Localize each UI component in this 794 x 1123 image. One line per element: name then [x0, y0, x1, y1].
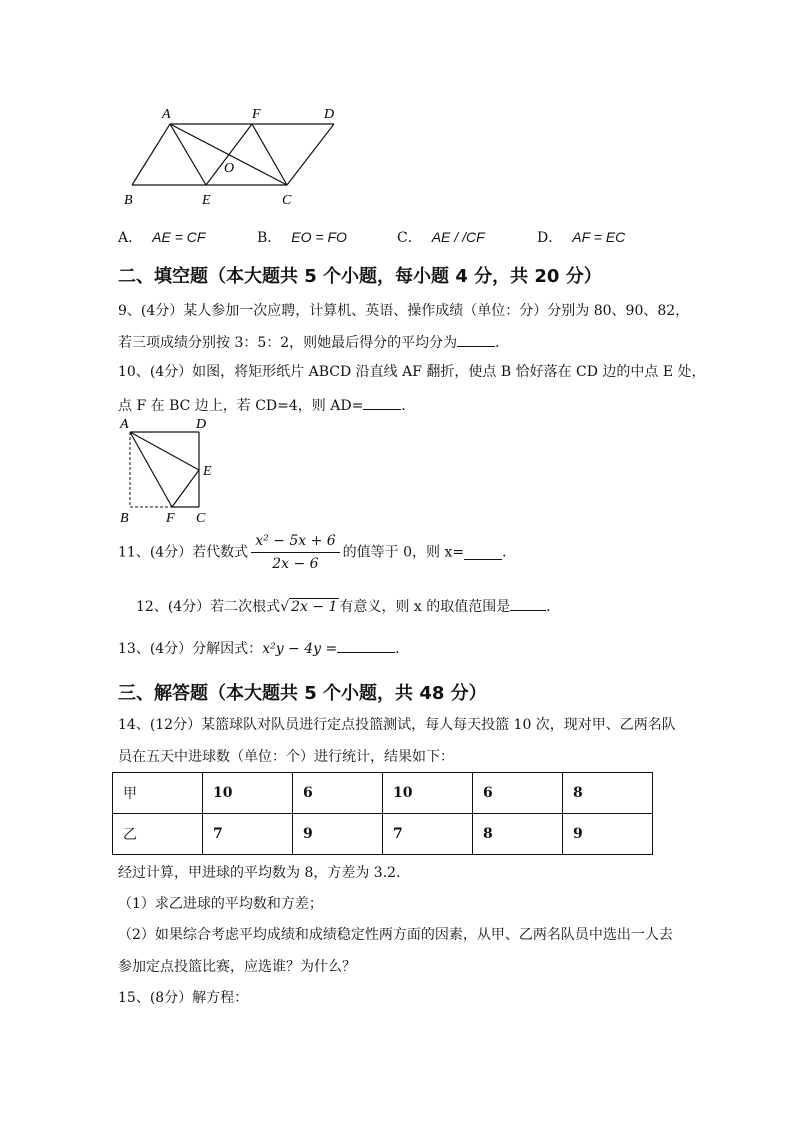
table-cell: 9 [293, 814, 383, 855]
table-cell: 10 [383, 773, 473, 814]
table-row [113, 814, 653, 855]
table-cell: 7 [383, 814, 473, 855]
q14-sub2-line1: （2）如果综合考虑平均成绩和成绩稳定性两方面的因素，从甲、乙两名队员中选出一人去 [118, 927, 673, 943]
label-C: C [282, 193, 292, 208]
table-cell: 8 [473, 814, 563, 855]
q11: 11、(4分）若代数式 $\frac{\text{x² − 5x + 6}}{2x - 6}$ 的值等于 0，则 x= ． [118, 533, 517, 572]
q14-after-table: 经过计算，甲进球的平均数为 8，方差为 3.2. [118, 865, 401, 881]
option-c: C． AE / /CF [397, 229, 485, 246]
option-d: D． AF = EC [537, 229, 626, 246]
rectangle-fold-figure [112, 414, 222, 526]
table-cell: 8 [563, 773, 653, 814]
fraction: $\frac{\text{x² − 5x + 6}}{2x - 6}$ [251, 532, 339, 573]
q9-line1: 9、(4分）某人参加一次应聘，计算机、英语、操作成绩（单位：分）分别为 80、90、82， [118, 303, 690, 319]
option-b: B． EO = FO [257, 229, 347, 246]
label-B: B [120, 511, 129, 526]
label-F: F [252, 107, 261, 122]
answer-blank[interactable] [464, 545, 502, 560]
section-3-title: 三、解答题（本大题共 5 个小题，共 48 分） [118, 683, 487, 704]
label-A: A [120, 417, 129, 432]
label-D: D [196, 417, 207, 432]
q9-line2: 若三项成绩分别按 3：5：2，则她最后得分的平均分为 ． [118, 332, 509, 352]
table-cell: 10 [203, 773, 293, 814]
label-F: F [166, 511, 175, 526]
table-cell: 6 [473, 773, 563, 814]
section-2-title: 二、填空题（本大题共 5 个小题，每小题 4 分，共 20 分） [118, 266, 602, 287]
radical: √ 2x − 1 [280, 599, 338, 615]
q14-sub1: （1）求乙进球的平均数和方差； [118, 896, 323, 912]
parallelogram-figure [118, 100, 348, 210]
table-cell: 7 [203, 814, 293, 855]
q13: 13、(4分）分解因式：x²y − 4y = ． [118, 638, 409, 658]
answer-blank[interactable] [457, 332, 495, 347]
q10-line1: 10、(4分）如图，将矩形纸片 ABCD 沿直线 AF 翻折，使点 B 恰好落在 CD 边的中点 E 处， [118, 364, 706, 380]
q14-sub2-line2: 参加定点投篮比赛，应选谁？为什么？ [118, 959, 356, 975]
q14-line2: 员在五天中进球数（单位：个）进行统计，结果如下： [118, 749, 454, 765]
q14-line1: 14、(12分）某篮球队对队员进行定点投篮测试，每人每天投篮 10 次，现对甲、乙两名队 [118, 717, 676, 733]
answer-blank[interactable] [337, 638, 395, 653]
table-cell: 甲 [113, 773, 203, 814]
label-A: A [162, 107, 171, 122]
q10-line2: 点 F 在 BC 边上，若 CD=4，则 AD= ． [118, 395, 415, 415]
option-a: A． AE = CF [118, 229, 206, 246]
label-E: E [203, 464, 212, 479]
answer-blank[interactable] [510, 596, 546, 611]
q15: 15、(8分）解方程： [118, 990, 249, 1006]
table-cell: 6 [293, 773, 383, 814]
label-E: E [202, 193, 211, 208]
label-C: C [196, 511, 206, 526]
table-cell: 乙 [113, 814, 203, 855]
table-row [113, 773, 653, 814]
answer-blank[interactable] [363, 395, 401, 410]
label-B: B [124, 193, 133, 208]
label-D: D [324, 107, 335, 122]
label-O: O [224, 161, 235, 176]
score-table [112, 772, 653, 855]
q12: 12、(4分）若二次根式√ 2x − 1 有意义，则 x 的取值范围是 ． [136, 596, 560, 616]
table-cell: 9 [563, 814, 653, 855]
